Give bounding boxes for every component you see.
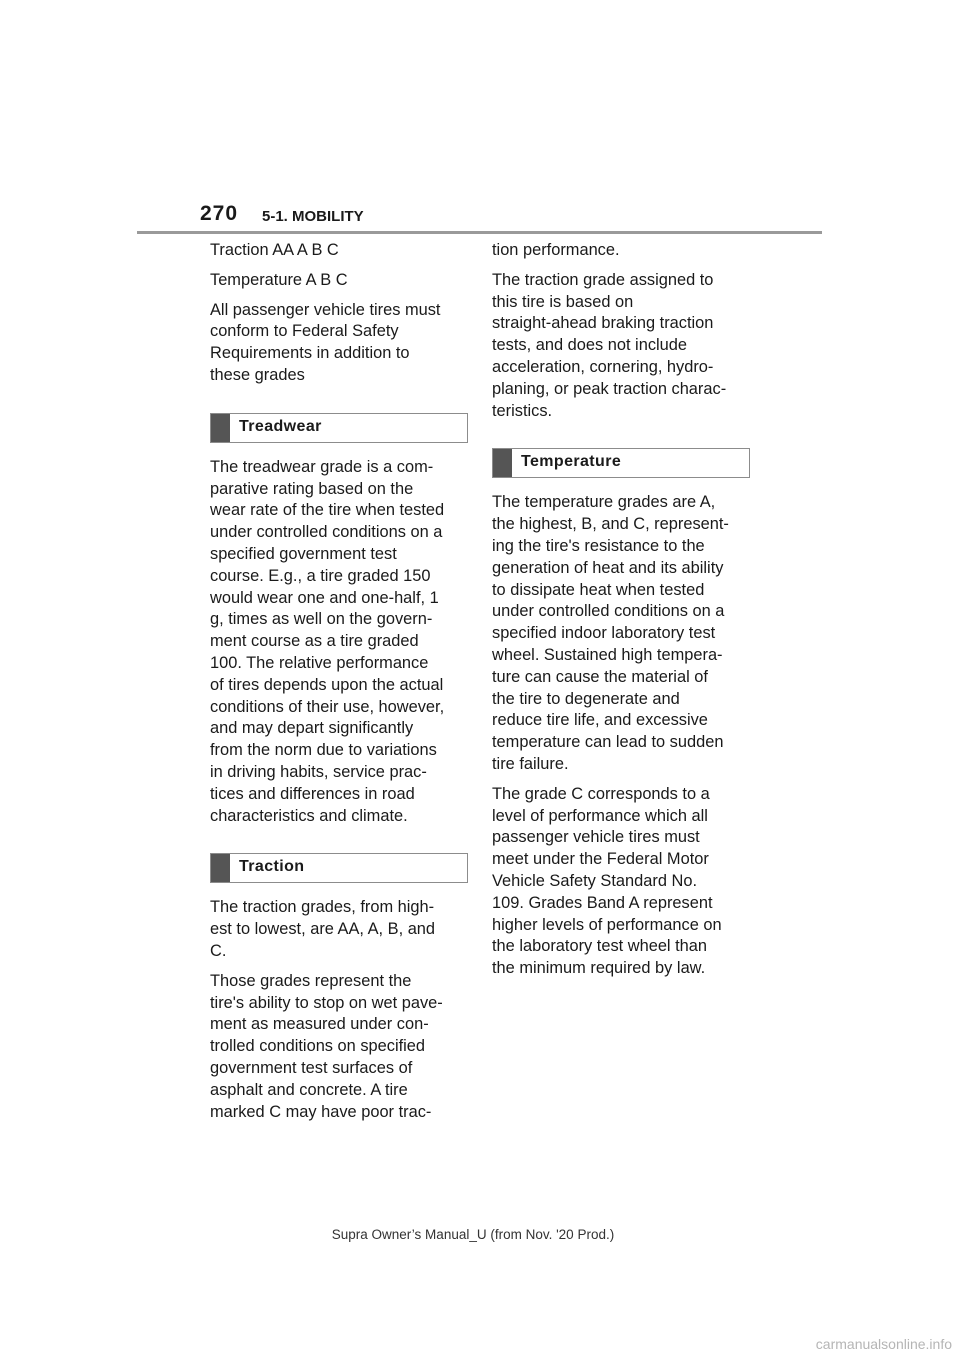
footer-text: Supra Owner’s Manual_U (from Nov. '20 Prod.) bbox=[331, 1227, 615, 1242]
traction-heading bbox=[210, 853, 468, 883]
intro-requirements: All passenger vehicle tires must conform to Federal Safety Requirements in addition to these grades bbox=[210, 300, 441, 384]
temperature-heading-label: Temperature bbox=[521, 453, 622, 471]
intro-traction-grades: Traction AA A B C bbox=[210, 241, 339, 259]
traction-paragraph-2: Those grades represent the tire's ability to stop on wet pave- ment as measured under con- trolled conditions on specified government test surfaces of asphalt and concrete. A tire marked C may have poor trac- bbox=[210, 971, 443, 1121]
temperature-paragraph-1: The temperature grades are A, the highest, B, and C, represent- ing the tire's resistance to the generation of heat and its ability to dissipate heat when tested under controlled conditions on a specified indoor laboratory test wheel. Sustained high tempera- ture can cause the material of the tire to degenerate and reduce tire life, and excessive temperature can lead to sudden tire failure. bbox=[492, 493, 729, 773]
treadwear-heading-label: Treadwear bbox=[239, 417, 322, 435]
temperature-paragraph-2: The grade C corresponds to a level of performance which all passenger vehicle tires must meet under the Federal Motor Vehicle Safety Standard No. 109. Grades Band A represent higher levels of performance on the laboratory test wheel than the minimum required by law. bbox=[492, 784, 722, 978]
heading-marker bbox=[211, 414, 230, 442]
section-title: 5-1. MOBILITY bbox=[262, 208, 364, 225]
traction-paragraph-1: The traction grades, from high- est to lowest, are AA, A, B, and C. bbox=[210, 898, 436, 960]
header-rule bbox=[137, 231, 822, 234]
traction-heading-label: Traction bbox=[239, 858, 305, 876]
treadwear-paragraph: The treadwear grade is a com- parative rating based on the wear rate of the tire when tested under controlled conditions on a specified government test course. E.g., a tire graded 150 would wear one and one-half, 1 g, times as well on the govern- ment course as a tire graded 100. The relative performance of tires depends upon the actual conditions of their use, however, and may depart significantly from the norm due to variations in driving habits, service prac- tices and differences in road characteristics and climate. bbox=[210, 457, 445, 825]
left-column bbox=[210, 240, 468, 1131]
right-column bbox=[492, 240, 750, 988]
heading-marker bbox=[493, 449, 512, 477]
intro-temperature-grades: Temperature A B C bbox=[210, 270, 348, 289]
treadwear-heading bbox=[210, 413, 468, 443]
page-number: 270 bbox=[200, 202, 239, 225]
temperature-heading bbox=[492, 448, 750, 478]
traction-continued-1: tion performance. bbox=[492, 241, 620, 259]
heading-marker bbox=[211, 854, 230, 882]
watermark: carmanualsonline.info bbox=[815, 1336, 952, 1352]
traction-continued-2: The traction grade assigned to this tire is based on straight-ahead braking traction tests, and does not include acceleration, cornering, hydro- planing, or peak traction charac- teristics. bbox=[492, 270, 727, 420]
